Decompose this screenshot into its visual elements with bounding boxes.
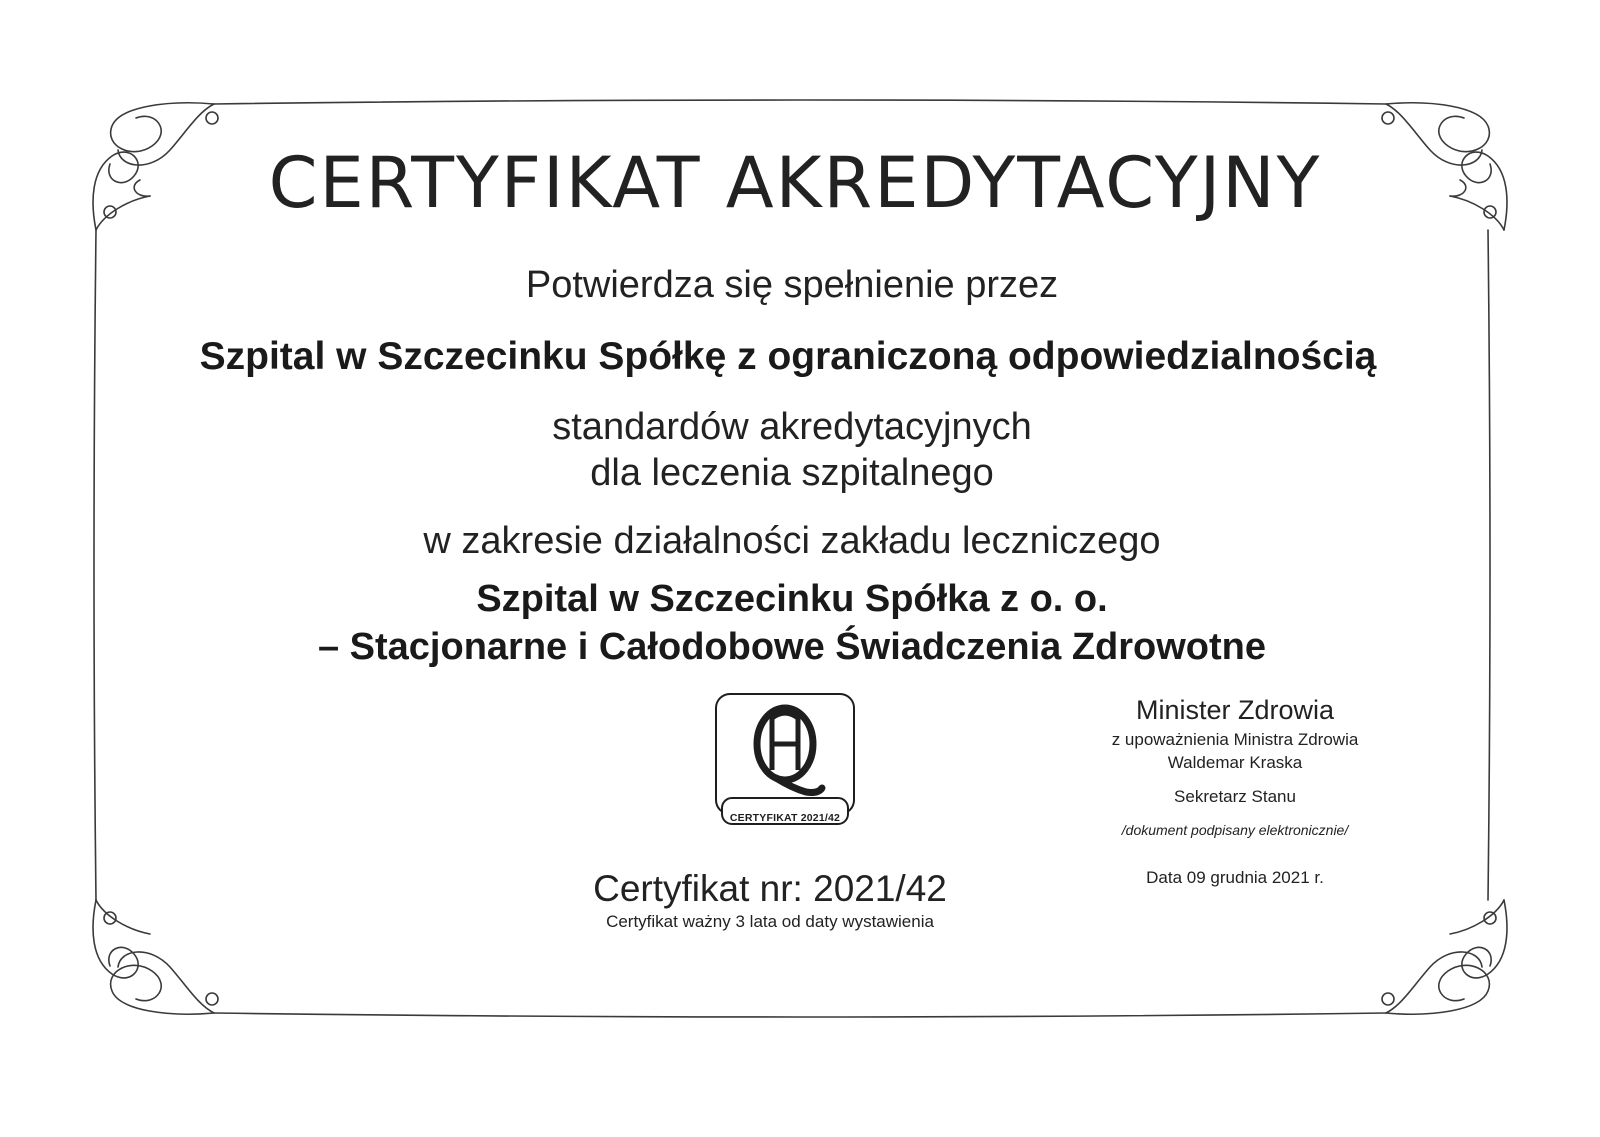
organization-name: Szpital w Szczecinku Spółkę z ograniczoną odpowiedzialnością — [199, 335, 1377, 378]
signature-note: /dokument podpisany elektronicznie/ — [1121, 822, 1349, 838]
signatory-title: Minister Zdrowia — [1135, 695, 1335, 725]
certificate-title: CERTYFIKAT AKREDYTACYJNY — [268, 142, 1322, 224]
signatory-position: Sekretarz Stanu — [1174, 787, 1296, 806]
validity-note: Certyfikat ważny 3 lata od daty wystawienia — [606, 912, 934, 931]
facility-line-1: Szpital w Szczecinku Spółka z o. o. — [476, 578, 1108, 620]
corner-ornament-icon — [1382, 900, 1507, 1014]
intro-text: Potwierdza się spełnienie przez — [525, 264, 1059, 306]
signatory-name: Waldemar Kraska — [1167, 753, 1303, 772]
standards-line-2: dla leczenia szpitalnego — [590, 452, 994, 494]
corner-ornament-icon — [93, 900, 218, 1014]
facility-line-2: – Stacjonarne i Całodobowe Świadczenia Zdrowotne — [317, 626, 1267, 668]
issue-date: Data 09 grudnia 2021 r. — [1146, 868, 1324, 887]
signatory-authorization: z upoważnienia Ministra Zdrowia — [1111, 730, 1359, 749]
certificate-number: Certyfikat nr: 2021/42 — [593, 868, 947, 909]
scope-intro: w zakresie działalności zakładu leczniczego — [423, 520, 1161, 562]
logo-caption: CERTYFIKAT 2021/42 — [729, 812, 841, 824]
standards-line-1: standardów akredytacyjnych — [552, 406, 1032, 448]
